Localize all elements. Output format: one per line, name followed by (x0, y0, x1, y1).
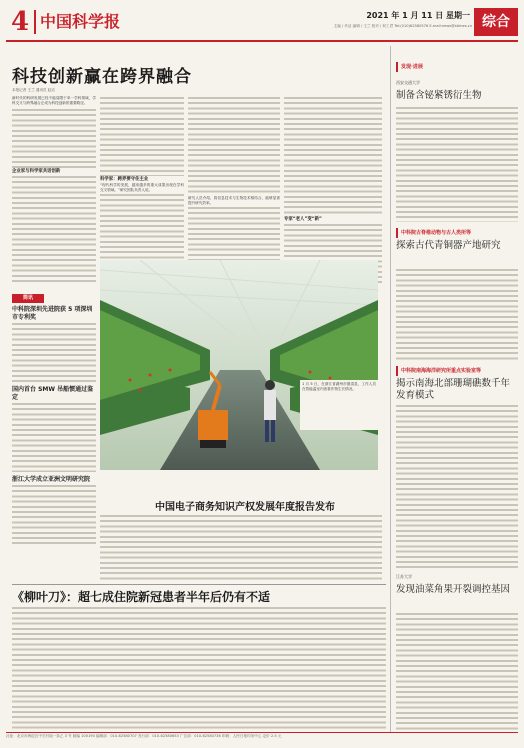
brief-body-2 (12, 402, 96, 472)
lead-byline: 本报记者 王兰 通讯员 赵洁 (12, 88, 55, 92)
lead-column-1 (12, 96, 96, 291)
right-column-divider (390, 46, 391, 732)
right-tag-1: 发现·进展 (396, 62, 496, 72)
brief-title-3: 浙江大学成立亚洲文明研究院 (12, 476, 91, 483)
greenhouse-photo (100, 260, 378, 470)
ipr-report-title: 中国电子商务知识产权发展年度报告发布 (155, 502, 335, 513)
right-body-1 (396, 106, 518, 222)
lancet-body (12, 606, 386, 730)
right-tag-2: 中科院古脊椎动物与古人类所等 (396, 228, 518, 238)
right-kicker-1: 西安交通大学 (396, 80, 420, 85)
lead-subhead-1: 企业家与科学家共话创新 (12, 169, 61, 175)
lead-subhead-3: 专家“老人”变“新” (284, 217, 322, 222)
lead-col3-body (188, 96, 280, 196)
right-headline-1: 制备含铋紧锈衍生物 (396, 90, 482, 101)
right-kicker-4: 江苏大学 (396, 574, 412, 579)
lead-col1-body-2 (12, 175, 96, 285)
page-number: 4 (10, 7, 30, 37)
footer-info: 社址：北京市海淀区中关村南一条乙 3 号 邮编 100190 编辑部：010-62580707 发行部：010-62580653 广告部：010-62580736 印刷：人民日报印务中心 定价 2.5 元 (6, 734, 282, 738)
brief-body-1 (12, 322, 96, 382)
briefs-column (12, 306, 96, 586)
lead-col1-text: 新时代的科研发展已经不能局限于单一学科领域，学科交叉与跨界融合正成为科技创新的重要路径。 (12, 96, 96, 106)
lead-subhead-2: 科学家：跨界要守住主业 (100, 177, 149, 182)
brief-title-1: 中科院深圳先进院获 5 项深圳市专利奖 (12, 306, 93, 321)
masthead-rule (6, 40, 518, 42)
right-headline-2: 探索古代青铜器产地研究 (396, 240, 501, 251)
right-headline-4: 发现油菜角果开裂调控基因 (396, 584, 511, 595)
contact-line: 主编 / 肖洁 编辑 / 王兰 校对 / 何工君 Tel:(010)62580576 E-mail:news@stimes.cn (333, 24, 472, 28)
lead-headline: 科技创新赢在跨界融合 (12, 67, 192, 87)
briefs-header: 简讯 (12, 294, 44, 303)
newspaper-logo: 中国科学报 (34, 10, 134, 34)
right-body-4 (396, 612, 518, 730)
lancet-headline: 《柳叶刀》：超七成住院新冠患者半年后仍有不适 (12, 590, 271, 604)
lead-col4-body (284, 96, 382, 216)
photo-caption: 1 月 5 日，在浙江省湖州市德清县，工作人员在智能温室内查看作物生长情况。 (300, 380, 378, 430)
brief-title-2: 国内首台 SMW 吊船惯通过鉴定 (12, 386, 94, 401)
ipr-report-body (100, 514, 382, 582)
section-tag: 综合 (474, 8, 518, 36)
lead-col2-text: “现代科学的发展，越来越多的重大成果出现在学科交叉领域。”研究团队负责人说。 (100, 183, 184, 193)
lead-col1-body (12, 108, 96, 168)
lead-col3-text: 研究人员介绍，将信息技术与生物技术相结合，能够显著提升研究效率。 (188, 196, 280, 206)
right-tag-3: 中科院南海海洋研究所重点实验室等 (396, 366, 518, 376)
greenhouse-photo-svg (100, 260, 378, 470)
right-body-3 (396, 404, 518, 570)
right-body-2 (396, 268, 518, 360)
footer-rule (6, 732, 518, 733)
lead-col2-body (100, 96, 184, 176)
right-headline-3: 揭示南海北部珊瑚礁数千年发育模式 (396, 378, 511, 401)
brief-body-3 (12, 484, 96, 544)
date-line: 2021 年 1 月 11 日 星期一 (366, 11, 470, 20)
section-divider (12, 584, 386, 585)
